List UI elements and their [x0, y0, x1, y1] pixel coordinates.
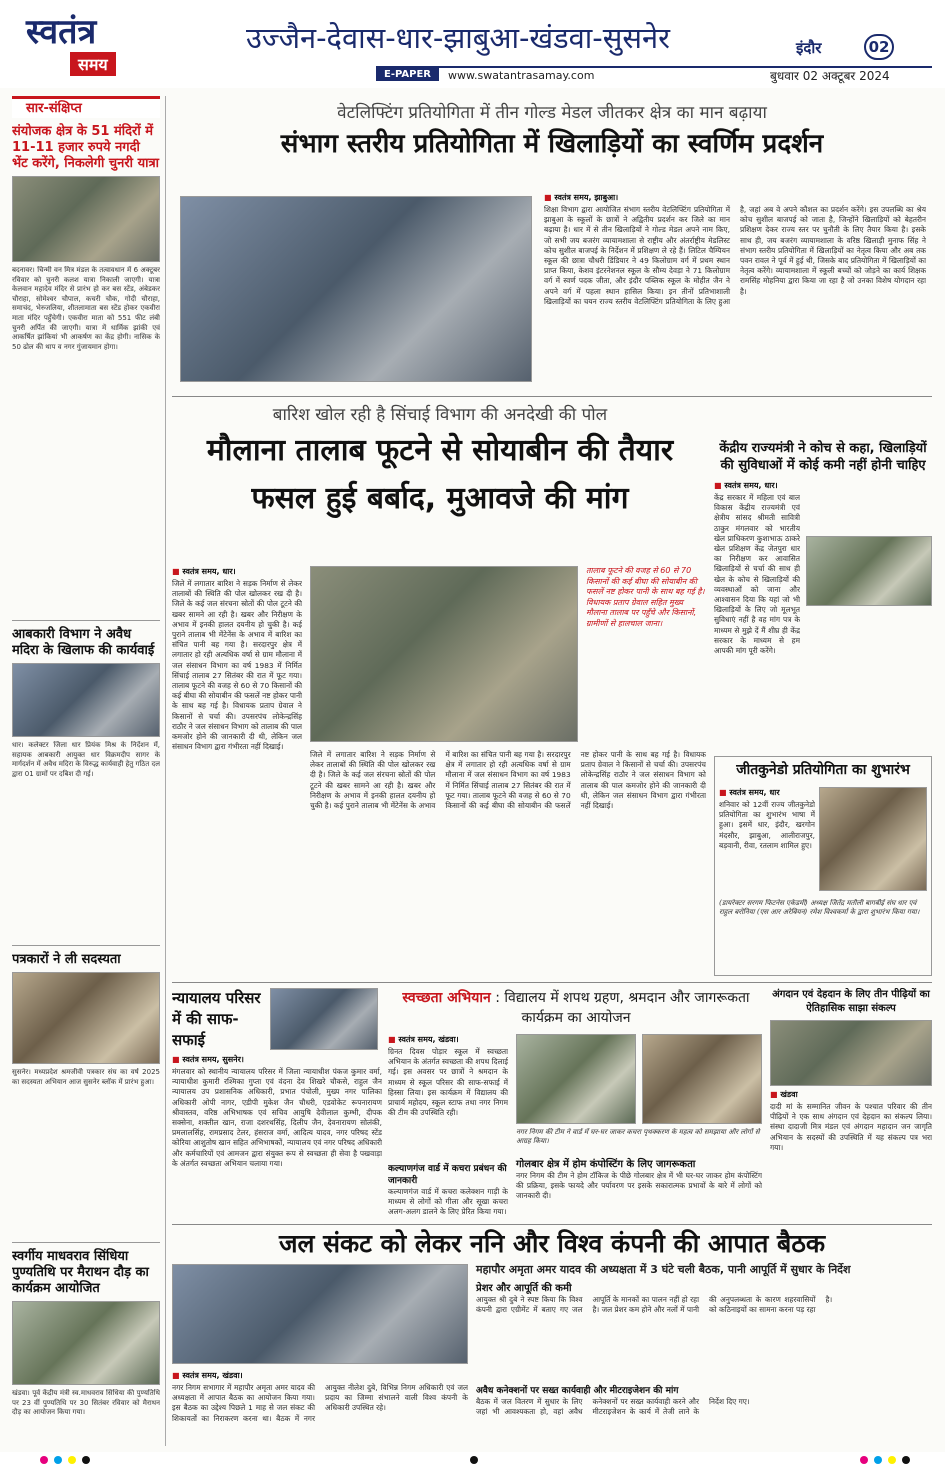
sidebar-story: [12, 627, 160, 941]
story-subhead: अवैध कनेक्शनों पर सख्त कार्यवाही और मीटराइजेशन की मांग: [476, 1386, 679, 1396]
page-number: 02: [864, 34, 894, 60]
story-subbody: बैठक में जल वितरण में सुधार के लिए जहां भी आवश्यकता हो, वहां अवैध कनेक्शनों पर सख्त कार्यवाही करने और मीटराइजेशन के कार्य में तेजी लाने के निर्देश दिए गए।: [476, 1397, 750, 1417]
story-body: शिक्षा विभाग द्वारा आयोजित संभाग स्तरीय वेटलिफ्टिंग प्रतियोगिता में झाबुआ के स्कूलों के छात्रों ने अद्वितीय प्रदर्शन कर जिले का मान बढ़ाया है। धार में से तीन खिलाड़ियों ने गोल्ड मेडल अपने नाम किए, जो सभी जय बजरंग व्यायामशाला से राष्ट्रीय और अंतर्राष्ट्रीय मेडलिस्ट कोच सुशील बाजपई के निर्देशन में प्रशिक्षण ले रहे हैं। लिटिल चैम्पियन स्कूल की छात्रा चौधरी डिंडियार ने 49 किलोग्राम वर्ग में प्रथम स्थान प्राप्त किया, केशव इंटरनेशनल स्कूल के सौम्य देवड़ा ने 71 किलोग्राम वर्ग में स्वर्ण पदक जीता, और इंदौर पब्लिक स्कूल के मोहीत जैन ने अपने वर्ग में पहला स्थान हासिल किया। इन तीनों प्रतिभाशाली खिलाड़ियों का चयन राज्य स्तरीय वेटलिफ्टिंग प्रतियोगिता के लिए हुआ है, जहां अब वे अपने कौशल का प्रदर्शन करेंगे। इस उपलब्धि का श्रेय कोच सुशील बाजपई को जाता है, जिन्होंने खिलाड़ियों को बेहतरीन प्रशिक्षण देकर राज्य स्तर पर चुनौती के लिए तैयार किया है। इसके साथ ही, जय बजरंग व्यायामशाला के वरिष्ठ खिलाड़ी मुनाफ सिंह ने संभाग स्तरीय प्रतियोगिता में खिलाड़ियों का नेतृत्व किया और अब तक पवन रावल ने पूर्व में हुई थी, जिसके बाद प्रतियोगिता में खिलाड़ियों का नेतृत्व करेंगे। व्यायामशाला में स्कूली बच्चों को जोड़ने का कार्य शिक्षक रामसिंह मोहनिया द्वारा किया जा रहा है जो उनका विशेष योगदान रहा है।: [544, 205, 926, 306]
story-body: केंद्र सरकार में महिला एवं बाल विकास केंद्रीय राज्यमंत्री एवं क्षेत्रीय सांसद श्रीमती सावित्री ठाकुर मंगलवार को भारतीय खेल प्राधिकरण कुशाभाऊ ठाकरे खेल प्रशिक्षण केंद्र जेतपुरा धार का निरीक्षण कर आवासित खिलाड़ियों से चर्चा की साथ ही खेल के कोच से खिलाड़ियों की व्यवस्थाओं को जाना और आश्वासन दिया कि यहां जो भी खिलाड़ियों के लिए जो मूलभूत सुविधाएं नहीं है वह मांग पत्र के माध्यम से मुझे दें मैं शीघ्र ही केंद्र सरकार के माध्यम से हम आपकी मांग पूरी करेंगे।: [714, 493, 800, 656]
story-weightlifting: [172, 100, 932, 392]
story-subhead: कल्याणगंज वार्ड में कचरा प्रबंधन की जानकारी: [388, 1164, 507, 1186]
registration-mark: [82, 1456, 90, 1464]
story-kicker: स्वच्छता अभियान: [402, 990, 491, 1006]
story-photo: [819, 787, 927, 891]
story-byline: ■ स्वतंत्र समय, खंडवा।: [388, 1034, 508, 1045]
sidebar-section-label: सार-संक्षिप्त: [12, 96, 160, 118]
story-swachhta: स्वच्छता अभियान : विद्यालय में शपथ ग्रहण, श्रमदान और जागरूकता कार्यक्रम का आयोजन ■ स्वतंत्र समय, खंडवा। ग्रिनत दिवस पोड़ार स्कूल में स्वच्छता अभियान के अंतर्गत स्वच्छता की शपथ दिलाई गई। इस अवसर पर छात्रों ने श्रमदान के माध्यम से स्कूल परिसर की साफ-सफाई में हिस्सा लिया। इस कार्यक्रम में विद्यालय की प्राचार्य महोदय, स्कूल स्टाफ तथा नगर निगम की टीम की उपस्थिति रही। कल्याणगंज वार्ड में कचरा प्रबंधन की जानकारी कल्याणगंज वार्ड में कचरा कलेक्शन गाड़ी के माध्यम से लोगों को गीला और सूखा कचरा अलग-अलग डालने के लिए प्रेरित किया गया। नगर निगम की टीम ने वार्ड में घर-घर जाकर कचरा पृथक्करण के महत्व को समझाया और लोगों से आग्रह किया। गोलबार क्षेत्र में होम कंपोस्टिंग के लिए जागरूकता नगर निगम की टीम ने होम टॉकिज के पीछे गोलबार क्षेत्र में भी घर-घर जाकर होम कंपोस्टिंग की प्रक्रिया, इसके फायदे और पर्यावरण पर इसके सकारात्मक प्रभावों के बारे में लोगों को जानकारी दी।: [388, 988, 764, 1218]
registration-mark: [874, 1456, 882, 1464]
story-headline[interactable]: न्यायालय परिसर में की साफ-सफाई: [172, 989, 261, 1049]
sidebar-story: [12, 952, 160, 1238]
story-kendriya: [714, 440, 932, 750]
story-photo: [180, 196, 532, 382]
story-byline: ■ स्वतंत्र समय, सुसनेर।: [172, 1054, 382, 1065]
sidebar-headline[interactable]: आबकारी विभाग ने अवैध मदिरा के खिलाफ की कार्यवाई: [12, 627, 155, 658]
story-talab: [172, 402, 708, 560]
story-photo: [270, 988, 378, 1050]
newspaper-logo[interactable]: [26, 14, 134, 82]
story-headline[interactable]: अंगदान एवं देहदान के लिए तीन पीढ़ियों का ऐतिहासिक साझा संकल्प: [772, 989, 930, 1014]
story-angdaan: [770, 988, 932, 1218]
story-nyayalaya: [172, 988, 382, 1218]
story-photo: [516, 1034, 636, 1124]
story-byline: ■ स्वतंत्र समय, झाबुआ।: [544, 192, 926, 203]
story-byline: ■ स्वतंत्र समय, धार: [719, 787, 815, 798]
logo-bottom-text: समय: [70, 52, 116, 76]
story-jal-sankat: [172, 1228, 932, 1450]
registration-mark: [54, 1456, 62, 1464]
masthead: [0, 0, 945, 88]
sidebar-story: [12, 124, 160, 616]
story-subhead: प्रेशर और आपूर्ति की कमी: [476, 1283, 572, 1294]
story-headline[interactable]: जीतकुनेडो प्रतियोगिता का शुभारंभ: [736, 762, 910, 778]
registration-mark: [40, 1456, 48, 1464]
story-headline[interactable]: जल संकट को लेकर ननि और विश्व कंपनी की आपात बैठक: [278, 1229, 826, 1258]
story-body-cont: जिले में लगातार बारिश ने सड़क निर्माण से लेकर तालाबों की स्थिति की पोल खोलकर रख दी है। जिले के कई जल संरचना स्रोतों की पोल टूटने की खबर सामने आ रही है। खबर और निरीक्षण के अभाव में इनकी हालत दयनीय हो चुकी है। कई पुराने तालाब भी मेंटेनेंस के अभाव में बारिश का संचित पानी बह गया है। सरदारपुर क्षेत्र में लगातार हो रही अत्यधिक वर्षा से ग्राम मौलाना में जल संसाधन विभाग का वर्ष 1983 में निर्मित सिंचाई तालाब 27 सितंबर की रात में फूट गया। तालाब फूटने की वजह से 60 से 70 किसानों की कई बीघा की सोयाबीन की फसलें नष्ट होकर पानी के साथ बह गई है। विधायक प्रताप ग्रेवाल ने किसानों से चर्चा की। उपसरपंच लोकेन्द्रसिंह राठौर ने जल संसाधन विभाग को तालाब की पाल कमजोर होने की जानकारी दी थी, लेकिन जल संसाधन विभाग द्वारा गंभीरता नहीं दिखाई।: [310, 750, 706, 811]
epaper-tag: E-PAPER: [376, 68, 439, 81]
story-byline: ■ स्वतंत्र समय, खंडवा।: [172, 1370, 468, 1381]
sidebar-story: [12, 1249, 160, 1446]
story-body: नगर निगम सभागार में महापौर अमृता अमर यादव की अध्यक्षता में आपात बैठक का आयोजन किया गया। इस बैठक का उद्देश्य पिछले 1 माह से जल संकट की शिकायतों का निराकरण करना था। बैठक में नगर आयुक्त नीलेश दुबे, विभिन्न निगम अधिकारी एवं जल प्रदाय का जिम्मा संभालने वाली विश्व कंपनी के अधिकारी उपस्थित रहे।: [172, 1383, 468, 1423]
story-subbody: कल्याणगंज वार्ड में कचरा कलेक्शन गाड़ी के माध्यम से लोगों को गीला और सूखा कचरा अलग-अलग डालने के लिए प्रेरित किया गया।: [388, 1187, 508, 1217]
story-body: दादी मां के सम्मानित जीवन के पश्चात परिवार की तीन पीढ़ियों ने एक साथ अंगदान एवं देहदान का संकल्प लिया। संस्था दादाजी मित्र मंडल एवं अंगदान महादान जन जागृति अभियान के सदस्यों की उपस्थिति में यह संकल्प पत्र भरा गया।: [770, 1102, 932, 1152]
registration-mark: [470, 1456, 478, 1464]
story-body: शनिवार को 12वीं राज्य जीतकुनेडो प्रतियोगिता का शुभारंभ भाषा में हुआ। इसमें धार, इंदौर, खरगोन मंदसौर, झाबुआ, आलीराजपुर, बड़वानी, रीवा, रतलाम शामिल हुए।: [719, 800, 815, 850]
story-pull-quote: तालाब फूटने की वजह से 60 से 70 किसानों की कई बीघा की सोयाबीन की फसलें नष्ट होकर पानी के साथ बह गई है। विधायक प्रताप ग्रेवाल सहित मुख्य मौलाना तालाब पर पहुँचे और किसानों, ग्रामीणों से हालचाल जाना।: [586, 566, 705, 628]
story-photo: [12, 663, 160, 737]
registration-mark: [888, 1456, 896, 1464]
registration-mark: [68, 1456, 76, 1464]
story-photo: [310, 566, 578, 742]
story-byline: ■ स्वतंत्र समय, धार।: [714, 480, 932, 491]
story-headline[interactable]: मौलाना तालाब फूटने से सोयाबीन की तैयार फसल हुई बर्बाद, मुआवजे की मांग: [206, 433, 674, 516]
story-photo: [806, 536, 932, 606]
story-body: जिले में लगातार बारिश ने सड़क निर्माण से लेकर तालाबों की स्थिति की पोल खोलकर रख दी है। जिले के कई जल संरचना स्रोतों की पोल टूटने की खबर सामने आ रही है। खबर और निरीक्षण के अभाव में इनकी हालत दयनीय हो चुकी है। कई पुराने तालाब भी मेंटेनेंस के अभाव में बारिश का संचित पानी बह गया है। सरदारपुर क्षेत्र में लगातार हो रही अत्यधिक वर्षा से ग्राम मौलाना में जल संसाधन विभाग का वर्ष 1983 में निर्मित सिंचाई तालाब 27 सितंबर की रात में फूट गया। तालाब फूटने की वजह से 60 से 70 किसानों की कई बीघा की सोयाबीन की फसलें नष्ट होकर पानी के साथ बह गई है। विधायक प्रताप ग्रेवाल ने किसानों से चर्चा की। उपसरपंच लोकेन्द्रसिंह राठौर ने जल संसाधन विभाग को तालाब की पाल कमजोर होने की जानकारी दी थी, लेकिन जल संसाधन विभाग द्वारा गंभीरता नहीं दिखाई।: [172, 579, 302, 752]
story-body: मंगलवार को स्थानीय न्यायालय परिसर में जिला न्यायाधीश पंकज कुमार वर्मा, न्यायाधीश कुमारी रश्मिका गुप्ता एवं वंदना देव शिखरे चौकसे, राहुल जैन न्यायालय उप प्रशासनिक अधिकारी, प्रभात पंचोली, मुख्य नगर पालिका अधिकारी ओपी नागर, एडीपी मुकेश जैन चौधरी, एडवोकेट रूपनारायण श्रीवास्तव, वरिष्ठ अभिभाषक एवं सचिव आयुषि देवीलाल कुम्भी, दीपक सक्सेना, शक्तील खान, राजा दशरथसिंह, दिलीप जैन, देवनारायण सोलंकी, प्रमलालसिंह, रामप्रसाद टेलर, हंसराज वर्मा, आदित्य यादव, नगर परिषद स्टेंड कोरिया आशुतोष खान सहित अभिभाषकों, न्यायालय एवं नगर परिषद अधिकारी और कर्मचारियों एवं आमजन द्वारा संयुक्त रूप से स्वच्छता ही सेवा है पखवाड़ा के अंतर्गत स्वच्छता अभियान चलाया गया।: [172, 1067, 382, 1168]
story-jitkundo: [714, 756, 932, 976]
story-headline[interactable]: संभाग स्तरीय प्रतियोगिता में खिलाड़ियों का स्वर्णिम प्रदर्शन: [280, 129, 824, 159]
story-photo: [642, 1034, 762, 1124]
registration-mark: [860, 1456, 868, 1464]
photo-caption: नगर निगम की टीम ने वार्ड में घर-घर जाकर कचरा पृथक्करण के महत्व को समझाया और लोगों से आग्रह किया।: [516, 1128, 760, 1145]
website-link[interactable]: www.swatantrasamay.com: [448, 69, 595, 82]
photo-caption: (डायरेक्टर सरगम फिटनेस एकेडमी) अध्यक्ष जितेंद्र मतौली बागबीई संघ धार एवं राहुल बरोनिया (एस आर अरेबियन) रमेश विश्वकर्मा के द्वारा शुभारंभ किया गया।: [719, 899, 920, 916]
story-headline[interactable]: केंद्रीय राज्यमंत्री ने कोच से कहा, खिलाड़ियों की सुविधाओं में कोई कमी नहीं होनी चाहिए: [719, 441, 927, 473]
city-label: इंदौर: [796, 39, 822, 57]
logo-top-text: स्वतंत्र: [26, 12, 97, 52]
story-byline: ■ खंडवा: [770, 1089, 932, 1100]
sidebar-body: बदनावर। चिन्मी वन मित्र मंडल के तत्वावधान में 6 अक्टूबर रविवार को चुनरी कलश यात्रा निकाली जाएगी। यात्रा केलवान महादेव मंदिर से प्रारंभ हो कर बस स्टेंड, अंबेडकर चौराहा, सोमेश्वर चौपाल, कचरी चौक, गोदी चौराहा, समाचंद, भेरुजलिया, शीतलामाता बस स्टेंड होकर एकवीरा माता मंदिर पहुँचेगी। एकवीरा माता को 551 फीट लंबी चुनरी अर्पित की जाएगी। यात्रा में धार्मिक झांकी एवं आकर्षित झांकियां भी आकर्षण का केंद्र होगी। नासिक के 50 ढोल की थाप व नगर गुंजायमान होगा।: [12, 266, 160, 351]
sidebar-body: खंडवा। पूर्व केंद्रीय मंत्री स्व.माधवराव सिंधिया की पुण्यतिथि पर 23 वीं पुण्यतिथि पर 30 सितंबर रविवार को मैराथन दौड़ का आयोजन किया गया।: [12, 1389, 160, 1417]
story-photo: [12, 1301, 160, 1385]
sidebar-headline[interactable]: संयोजक क्षेत्र के 51 मंदिरों में 11-11 हजार रुपये नगदी भेंट करेंगे, निकलेगी चुनरी यात्रा: [12, 124, 160, 171]
sidebar-body: धार। कलेक्टर जिला धार प्रियंक मिश्र के निर्देशन में, सहायक आबकारी आयुक्त धार विक्रमदीप सागर के मार्गदर्शन में अवैध मदिरा के विरुद्ध कार्यवाही हेतु गठित दल द्वारा 01 ग्रामों पर दबिश दी गई।: [12, 741, 160, 778]
story-subbody: नगर निगम की टीम ने होम टॉकिज के पीछे गोलबार क्षेत्र में भी घर-घर जाकर होम कंपोस्टिंग की प्रक्रिया, इसके फायदे और पर्यावरण पर इसके सकारात्मक प्रभावों के बारे में लोगों को जानकारी दी।: [516, 1171, 762, 1201]
story-photo: [12, 176, 160, 262]
edition-title: उज्जैन-देवास-धार-झाबुआ-खंडवा-सुसनेर: [246, 21, 670, 55]
story-talab-body: [172, 566, 708, 976]
registration-mark: [902, 1456, 910, 1464]
story-kicker: बारिश खोल रही है सिंचाई विभाग की अनदेखी की पोल: [272, 405, 608, 425]
story-deck: महापौर अमृता अमर यादव की अध्यक्षता में 3 घंटे चली बैठक, पानी आपूर्ति में सुधार के निर्देश: [476, 1263, 851, 1276]
story-subhead: गोलबार क्षेत्र में होम कंपोस्टिंग के लिए जागरूकता: [516, 1159, 696, 1170]
story-kicker: वेटलिफ्टिंग प्रतियोगिता में तीन गोल्ड मेडल जीतकर क्षेत्र का मान बढ़ाया: [337, 103, 767, 123]
sidebar-headline[interactable]: पत्रकारों ने ली सदस्यता: [12, 952, 121, 967]
story-byline: ■ स्वतंत्र समय, धार।: [172, 566, 302, 577]
story-photo: [172, 1264, 468, 1364]
story-headline[interactable]: विद्यालय में शपथ ग्रहण, श्रमदान और जागरूकता कार्यक्रम का आयोजन: [504, 990, 750, 1026]
issue-date: बुधवार 02 अक्टूबर 2024: [770, 69, 890, 83]
sidebar-body: सुसनेर। मध्यप्रदेश श्रमजीवी पत्रकार संघ का वर्ष 2025 का सदस्यता अभियान आज सुसनेर ब्लॉक में प्रारंभ हुआ।: [12, 1068, 160, 1086]
story-subbody: आयुक्त श्री दुबे ने स्पष्ट किया कि विश्व कंपनी द्वारा एग्रीमेंट में बताए गए जल आपूर्ति के मानकों का पालन नहीं हो रहा है। जल प्रेशर कम होने और नलों में पानी की अनुपलब्धता के कारण शहरवासियों को कठिनाइयों का सामना करना पड़ रहा है।: [476, 1295, 833, 1315]
story-photo: [12, 972, 160, 1064]
sidebar-headline[interactable]: स्वर्गीय माधवराव सिंधिया पुण्यतिथि पर मैराथन दौड़ का कार्यक्रम आयोजित: [12, 1249, 149, 1296]
story-photo: [770, 1020, 932, 1086]
sidebar-column: [12, 96, 160, 1446]
story-body: ग्रिनत दिवस पोड़ार स्कूल में स्वच्छता अभियान के अंतर्गत स्वच्छता की शपथ दिलाई गई। इस अवसर पर छात्रों ने श्रमदान के माध्यम से स्कूल परिसर की साफ-सफाई में हिस्सा लिया। इस कार्यक्रम में विद्यालय की प्राचार्य महोदय, स्कूल स्टाफ तथा नगर निगम की टीम की उपस्थिति रही।: [388, 1047, 508, 1118]
